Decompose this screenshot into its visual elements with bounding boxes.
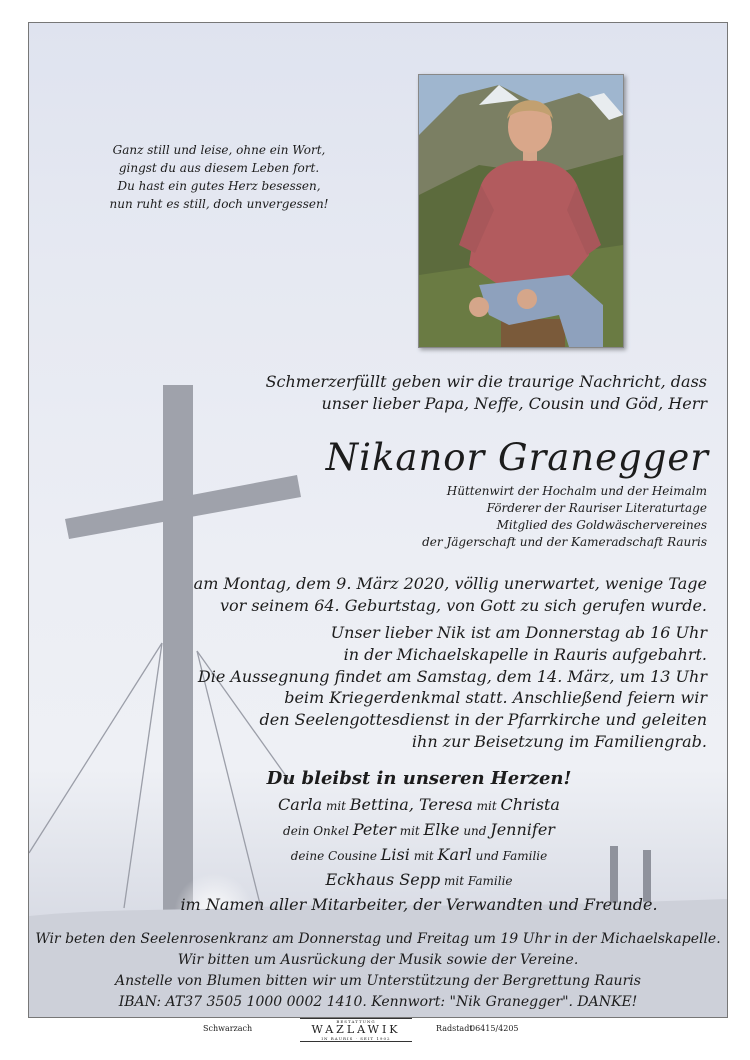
closing-line: Wir bitten um Ausrückung der Musik sowie der Vereine.	[177, 952, 579, 968]
closing-line: Anstelle von Blumen bitten wir um Unterstützung der Bergrettung Rauris	[115, 973, 641, 989]
family-name: Karl	[437, 845, 472, 864]
intro-line: unser lieber Papa, Neffe, Cousin und Göd, Herr	[321, 394, 707, 413]
role-line: Förderer der Rauriser Literaturtage	[486, 501, 707, 515]
role-line: Hüttenwirt der Hochalm und der Heimalm	[446, 484, 707, 498]
family-name: Jennifer	[490, 820, 555, 839]
family-name: Lisi	[380, 845, 410, 864]
family-name: Christa	[500, 795, 560, 814]
logo-main-text: WAZLAWIK	[311, 1023, 401, 1036]
intro-line: Schmerzerfüllt geben wir die traurige Nachricht, dass	[265, 372, 707, 391]
family-line	[159, 893, 679, 917]
poem-line: Du hast ein gutes Herz besessen,	[117, 179, 321, 193]
family-name: Eckhaus Sepp	[325, 870, 441, 889]
closing-notes	[29, 929, 727, 1013]
family-name: Carla	[278, 795, 323, 814]
poem-line: nun ruht es still, doch unvergessen!	[109, 197, 329, 211]
funeral-line: Die Aussegnung findet am Samstag, dem 14. März, um 13 Uhr	[197, 666, 707, 686]
funeral-line: Unser lieber Nik ist am Donnerstag ab 16 Uhr	[330, 623, 707, 642]
family-connector: mit	[322, 799, 350, 813]
portrait-photo	[418, 74, 624, 348]
family-connector: dein Onkel	[283, 824, 353, 838]
family-closing-line: im Namen aller Mitarbeiter, der Verwandten und Freunde.	[180, 895, 658, 914]
closing-line: IBAN: AT37 3505 1000 0002 1410. Kennwort: "Nik Granegger". DANKE!	[118, 994, 638, 1010]
role-line: Mitglied des Goldwäschervereines	[496, 518, 707, 532]
family-connector: und Familie	[471, 849, 548, 863]
family-name: Peter	[352, 820, 396, 839]
footer-location-left: Schwarzach	[203, 1024, 253, 1033]
role-line: der Jägerschaft und der Kameradschaft Rauris	[422, 535, 707, 549]
funeral-home-logo	[300, 1018, 412, 1042]
family-line	[159, 843, 679, 868]
remembrance-heading: Du bleibst in unseren Herzen!	[266, 768, 572, 789]
deceased-name: Nikanor Granegger	[325, 436, 709, 479]
footer-location-right: Radstadt	[436, 1024, 473, 1033]
family-connector: deine Cousine	[290, 849, 381, 863]
date-line: am Montag, dem 9. März 2020, völlig unerwartet, wenige Tage	[193, 574, 707, 593]
funeral-details	[179, 622, 707, 753]
funeral-line: ihn zur Beisetzung im Familiengrab.	[411, 731, 707, 751]
logo-top-text: BESTATTUNG	[336, 1019, 376, 1024]
family-line	[159, 818, 679, 843]
announcement-intro	[229, 371, 707, 415]
mourners-list	[159, 793, 679, 917]
family-connector: mit Familie	[440, 874, 513, 888]
family-connector: mit	[395, 824, 424, 838]
date-line: vor seinem 64. Geburtstag, von Gott zu sich gerufen wurde.	[219, 596, 707, 615]
poem-line: Ganz still und leise, ohne ein Wort,	[112, 143, 326, 157]
closing-line: Wir beten den Seelenrosenkranz am Donnerstag und Freitag um 19 Uhr in der Michaelskapelle.	[35, 931, 721, 947]
roles-list	[279, 483, 707, 551]
family-name: Bettina, Teresa	[349, 795, 473, 814]
family-connector: mit	[409, 849, 438, 863]
family-name: Elke	[423, 820, 460, 839]
poem-verse	[89, 141, 349, 213]
funeral-line: beim Kriegerdenkmal statt. Anschließend feiern wir	[284, 688, 707, 708]
family-line	[159, 793, 679, 818]
funeral-home-footer	[0, 1018, 750, 1048]
footer-phone: 06415/4205	[470, 1024, 519, 1033]
obituary-card	[28, 22, 728, 1018]
family-connector: mit	[472, 799, 501, 813]
funeral-line: den Seelengottesdienst in der Pfarrkirche und geleiten	[259, 710, 707, 730]
logo-bottom-text: IN RAURIS · SEIT 1902	[321, 1036, 391, 1041]
family-connector: und	[459, 824, 491, 838]
poem-line: gingst du aus diesem Leben fort.	[118, 161, 320, 175]
family-line	[159, 868, 679, 893]
funeral-line: in der Michaelskapelle in Rauris aufgebahrt.	[343, 644, 707, 664]
death-date-text	[189, 573, 707, 617]
